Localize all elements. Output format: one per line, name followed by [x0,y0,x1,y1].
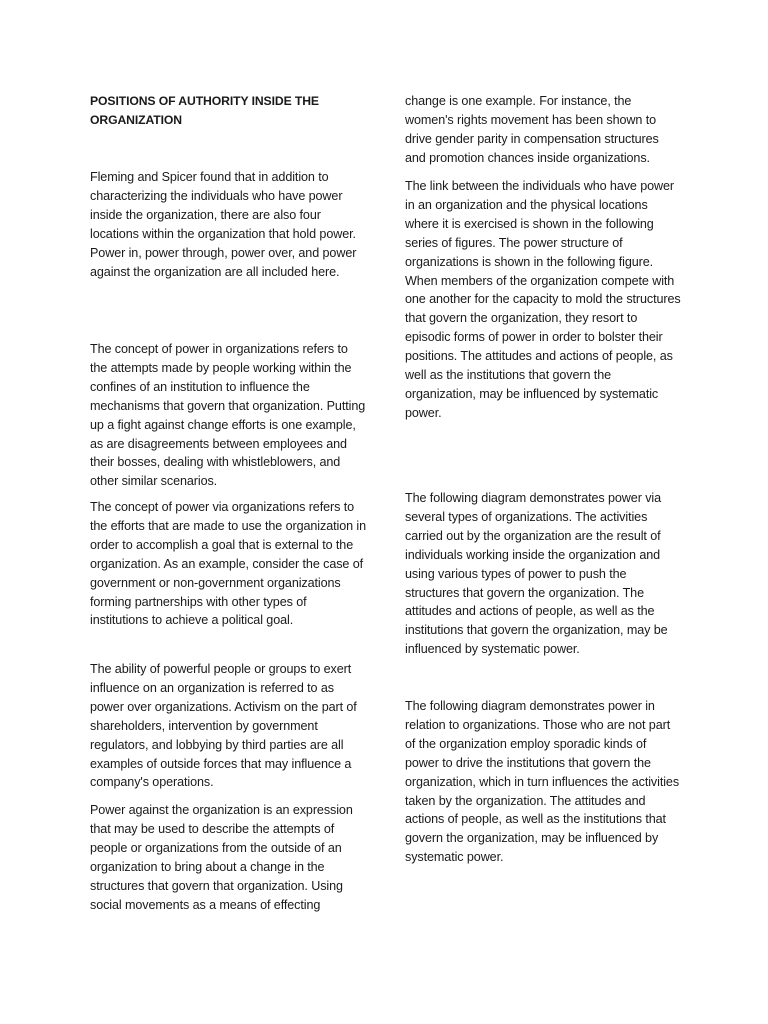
paragraph-power-in-relation-diagram: The following diagram demonstrates power in relation to organizations. Those who are not part of the organization employ sporadic kinds of power to drive the institutions that govern the organization, which in turn influences the activities taken by the organization. The attitudes and actions of people, as well as the institutions that govern the organization, may be influenced by systematic power. [405,699,680,865]
paragraph-power-over: The ability of powerful people or groups to exert influence on an organization is referred to as power over organizations. Activism on the part of shareholders, intervention by government regulators, and lobbying by third parties are all examples of outside forces that may influence a company's operations. [90,662,357,790]
paragraph-power-against: Power against the organization is an expression that may be used to describe the attempts of people or organizations from the outside of an organization to bring about a change in the structures that govern that organization. Using social movements as a means of effecting [90,803,353,912]
paragraph-power-in: The concept of power in organizations refers to the attempts made by people working within the confines of an institution to influence the mechanisms that govern that organization. Putting up a fight against change efforts is one example, as are disagreements between employees and their bosses, dealing with whistleblowers, and other similar scenarios. [90,342,366,489]
paragraph-power-through: The concept of power via organizations refers to the efforts that are made to use the organization in order to accomplish a goal that is external to the organization. As an example, consider the case of government or non-government organizations forming partnerships with other types of institutions to achieve a political goal. [90,500,367,628]
paragraph-power-via-diagram: The following diagram demonstrates power via several types of organizations. The activities carried out by the organization are the result of individuals working inside the organization and using various types of power to push the structures that govern the organization. The attitudes and actions of people, as well as the institutions that govern the organization, may be influenced by systematic power. [405,491,668,657]
paragraph-four-locations: Fleming and Spicer found that in addition to characterizing the individuals who have power inside the organization, there are also four locations within the organization that hold power. Power in, power through, power over, and power against the organization are all included here. [90,170,357,279]
section-heading: POSITIONS OF AUTHORITY INSIDE THE ORGANIZATION [90,94,319,127]
paragraph-power-structure-figures: The link between the individuals who have power in an organization and the physical locations where it is exercised is shown in the following series of figures. The power structure of organizations is shown in the following figure. When members of the organization compete with one another for the capacity to mold the structures that govern the organization, they resort to episodic forms of power in order to bolster their positions. The attitudes and actions of people, as well as the institutions that govern the organization, may be influenced by systematic power. [405,179,681,420]
paragraph-continuation: change is one example. For instance, the women's rights movement has been shown to drive gender parity in compensation structures and promotion chances inside organizations. [405,94,659,165]
